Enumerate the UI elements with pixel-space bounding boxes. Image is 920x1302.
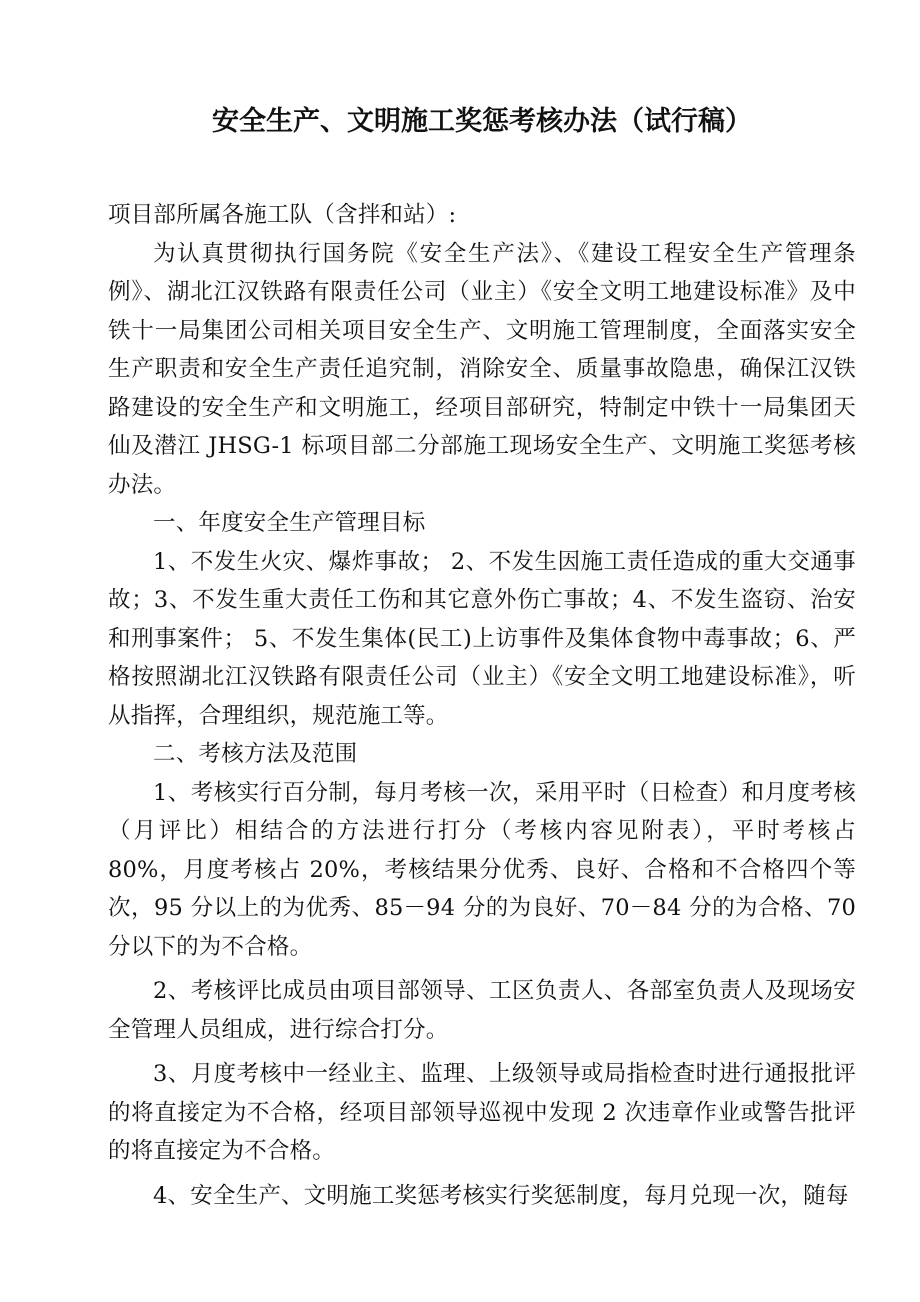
goals-paragraph: 1、不发生火灾、爆炸事故； 2、不发生因施工责任造成的重大交通事故；3、不发生重大责任工伤和其它意外伤亡事故；4、不发生盗窃、治安和刑事案件； 5、不发生集体(民工)上访事件及集体食物中毒事故；6、严格按照湖北江汉铁路有限责任公司（业主）《安全文明工地建设标准》，听从指挥，合理组织，规范施工等。 <box>108 548 856 729</box>
salutation: 项目部所属各施工队（含拌和站）: <box>108 202 457 228</box>
document-title: 安全生产、文明施工奖惩考核办法（试行稿） <box>212 106 752 137</box>
section-heading-methods: 二、考核方法及范围 <box>153 741 358 767</box>
intro-paragraph: 为认真贯彻执行国务院《安全生产法》、《建设工程安全生产管理条例》、湖北江汉铁路有限责任公司（业主）《安全文明工地建设标准》及中铁十一局集团公司相关项目安全生产、文明施工管理制度，全面落实安全生产职责和安全生产责任追究制，消除安全、质量事故隐患，确保江汉铁路建设的安全生产和文明施工，经项目部研究，特制定中铁十一局集团天仙及潜江 JHSG-1 标项目部二分部施工现场安全生产、文明施工奖惩考核办法。 <box>108 240 856 498</box>
method-item-2: 2、考核评比成员由项目部领导、工区负责人、各部室负责人及现场安全管理人员组成，进行综合打分。 <box>108 978 856 1043</box>
section-heading-goals: 一、年度安全生产管理目标 <box>153 510 426 536</box>
document-body <box>108 196 856 1215</box>
method-item-3: 3、月度考核中一经业主、监理、上级领导或局指检查时进行通报批评的将直接定为不合格，经项目部领导巡视中发现 2 次违章作业或警告批评的将直接定为不合格。 <box>108 1061 856 1164</box>
method-item-4: 4、安全生产、文明施工奖惩考核实行奖惩制度，每月兑现一次，随每 <box>153 1182 849 1209</box>
method-item-1: 1、考核实行百分制，每月考核一次，采用平时（日检查）和月度考核（月评比）相结合的方法进行打分（考核内容见附表），平时考核占 80%，月度考核占 20%，考核结果分优秀、良好、合格和不合格四个等次，95 分以上的为优秀、85－94 分的为良好、70－84 分的为合格、70 分以下的为不合格。 <box>108 779 856 960</box>
